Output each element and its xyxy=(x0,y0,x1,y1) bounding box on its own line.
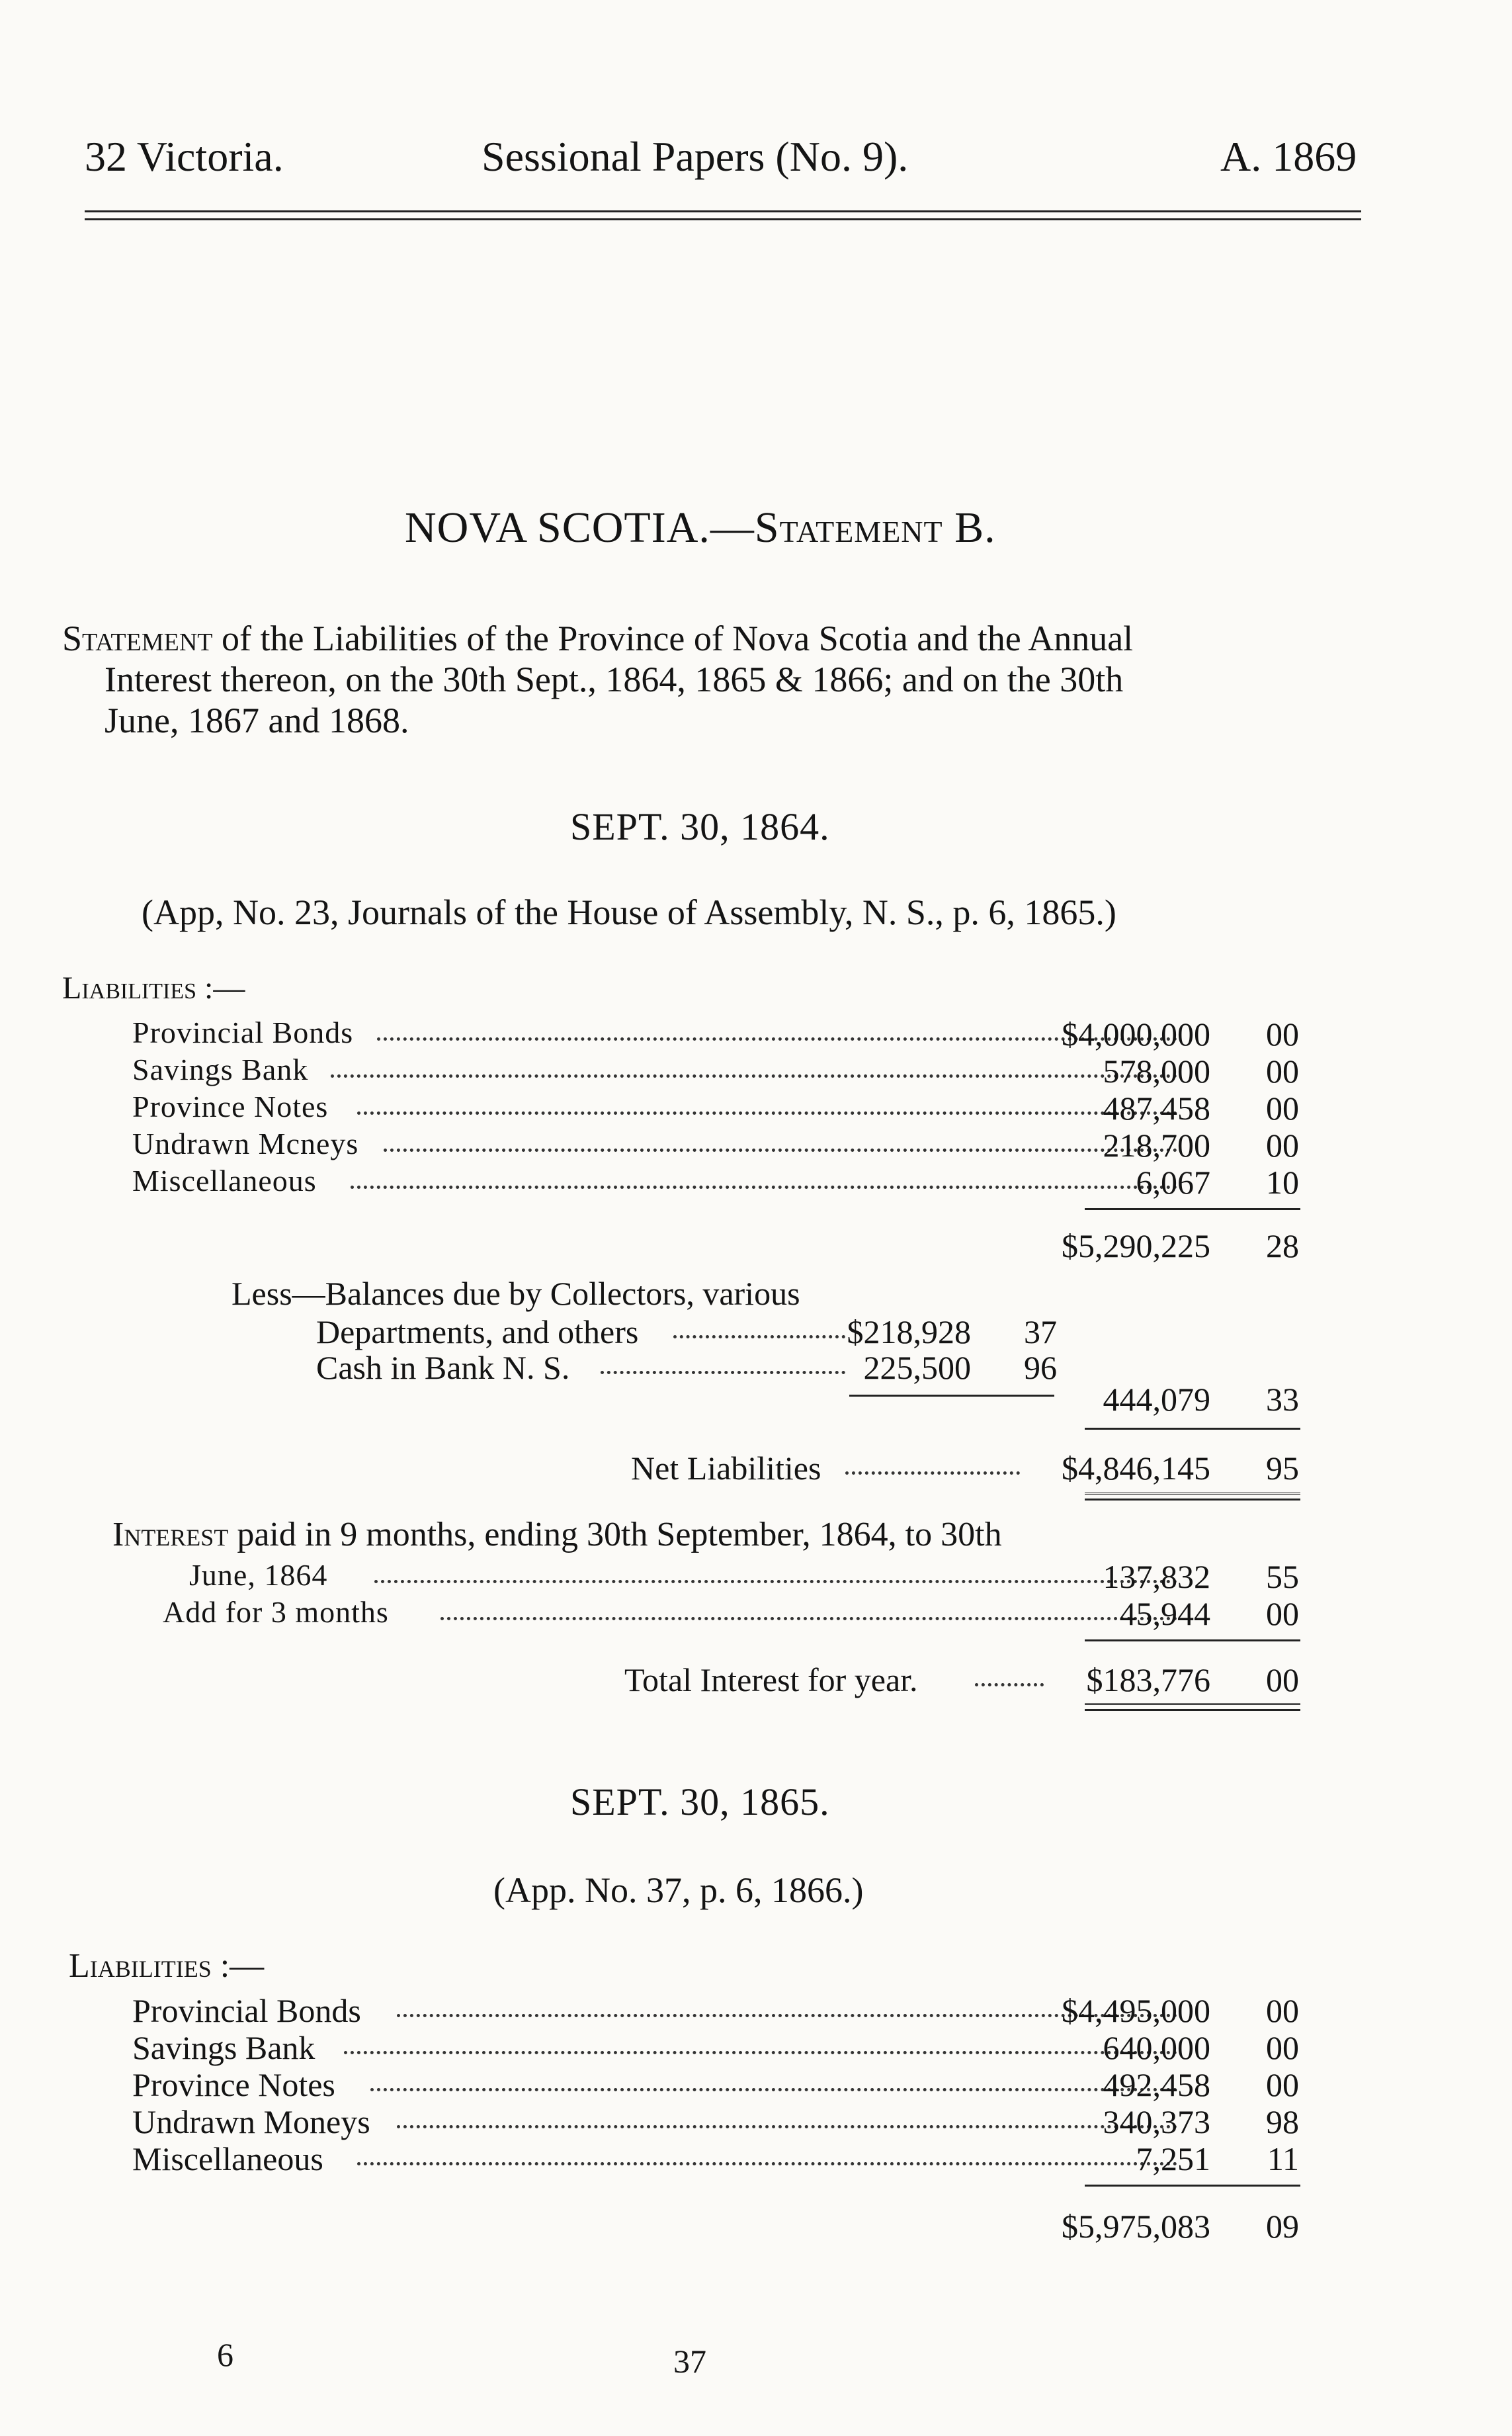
total-liabilities-1865: $5,975,083 09 xyxy=(1062,2208,1299,2245)
list-item: Savings Bank 578,000 00 xyxy=(132,1053,1299,1090)
list-item: Miscellaneous 7,251 11 xyxy=(132,2140,1299,2177)
less-item-cash: Cash in Bank N. S. 225,500 96 xyxy=(316,1349,1057,1386)
interest-double-rule xyxy=(1085,1703,1300,1711)
header-center: Sessional Papers (No. 9). xyxy=(482,133,909,180)
list-item: Provincial Bonds $4,000,000 00 xyxy=(132,1016,1299,1053)
less-line-1: Less—Balances due by Collectors, various xyxy=(231,1275,800,1312)
page-title xyxy=(405,503,996,553)
interest-lead: Interest xyxy=(112,1516,229,1553)
intro-lead: Statement xyxy=(62,619,213,658)
net-rule xyxy=(1085,1428,1300,1430)
footer-center: 37 xyxy=(673,2343,706,2380)
liabilities-label-1865: Liabilities :— xyxy=(69,1947,265,1985)
intro-line-1: Statement of the Liabilities of the Province of Nova Scotia and the Annual xyxy=(62,619,1134,658)
less-total: 444,079 33 xyxy=(1103,1381,1299,1418)
list-item: Miscellaneous 6,067 10 xyxy=(132,1164,1299,1201)
section-heading-1865: SEPT. 30, 1865. xyxy=(570,1780,830,1823)
interest-row-2: Add for 3 months 45,944 00 xyxy=(163,1595,1299,1632)
section-ref-1865: (App. No. 37, p. 6, 1866.) xyxy=(493,1870,864,1910)
list-item: Province Notes 487,458 00 xyxy=(132,1090,1299,1127)
interest-rule xyxy=(1085,1639,1300,1641)
list-item: Savings Bank 640,000 00 xyxy=(132,2029,1299,2066)
title-sub: Statement B. xyxy=(754,503,996,552)
footer-left: 6 xyxy=(217,2336,233,2373)
list-item: Undrawn Mcneys 218,700 00 xyxy=(132,1127,1299,1164)
section-ref-1864: (App, No. 23, Journals of the House of Assembly, N. S., p. 6, 1865.) xyxy=(142,892,1116,932)
header-rule-bottom xyxy=(85,218,1361,220)
list-item: Province Notes 492,458 00 xyxy=(132,2066,1299,2103)
less-item-departments: Departments, and others $218,928 37 xyxy=(316,1313,1057,1350)
title-main: NOVA SCOTIA.— xyxy=(405,503,755,552)
list-item: Undrawn Moneys 340,373 98 xyxy=(132,2103,1299,2140)
header-left: 32 Victoria. xyxy=(85,133,284,180)
subtotal-rule-1864 xyxy=(1085,1208,1300,1210)
list-item: Provincial Bonds $4,495,000 00 xyxy=(132,1992,1299,2029)
intro-line-3: June, 1867 and 1868. xyxy=(105,701,409,740)
liabilities-label-1864: Liabilities :— xyxy=(62,971,245,1006)
subtotal-rule-1865 xyxy=(1085,2185,1300,2187)
interest-row-1: June, 1864 137,832 55 xyxy=(189,1558,1299,1595)
net-liabilities-row: Net Liabilities $4,846,145 95 xyxy=(631,1450,1299,1487)
net-double-rule xyxy=(1085,1493,1300,1501)
section-heading-1864: SEPT. 30, 1864. xyxy=(570,805,830,848)
interest-line-1: Interest paid in 9 months, ending 30th September, 1864, to 30th xyxy=(112,1516,1002,1553)
intro-line-2: Interest thereon, on the 30th Sept., 1864, 1865 & 1866; and on the 30th xyxy=(105,660,1124,699)
header-rule-top xyxy=(85,210,1361,212)
total-liabilities-1864: $5,290,225 28 xyxy=(1062,1227,1299,1264)
header-right: A. 1869 xyxy=(1220,133,1357,180)
total-interest-row: Total Interest for year. $183,776 00 xyxy=(624,1661,1299,1698)
